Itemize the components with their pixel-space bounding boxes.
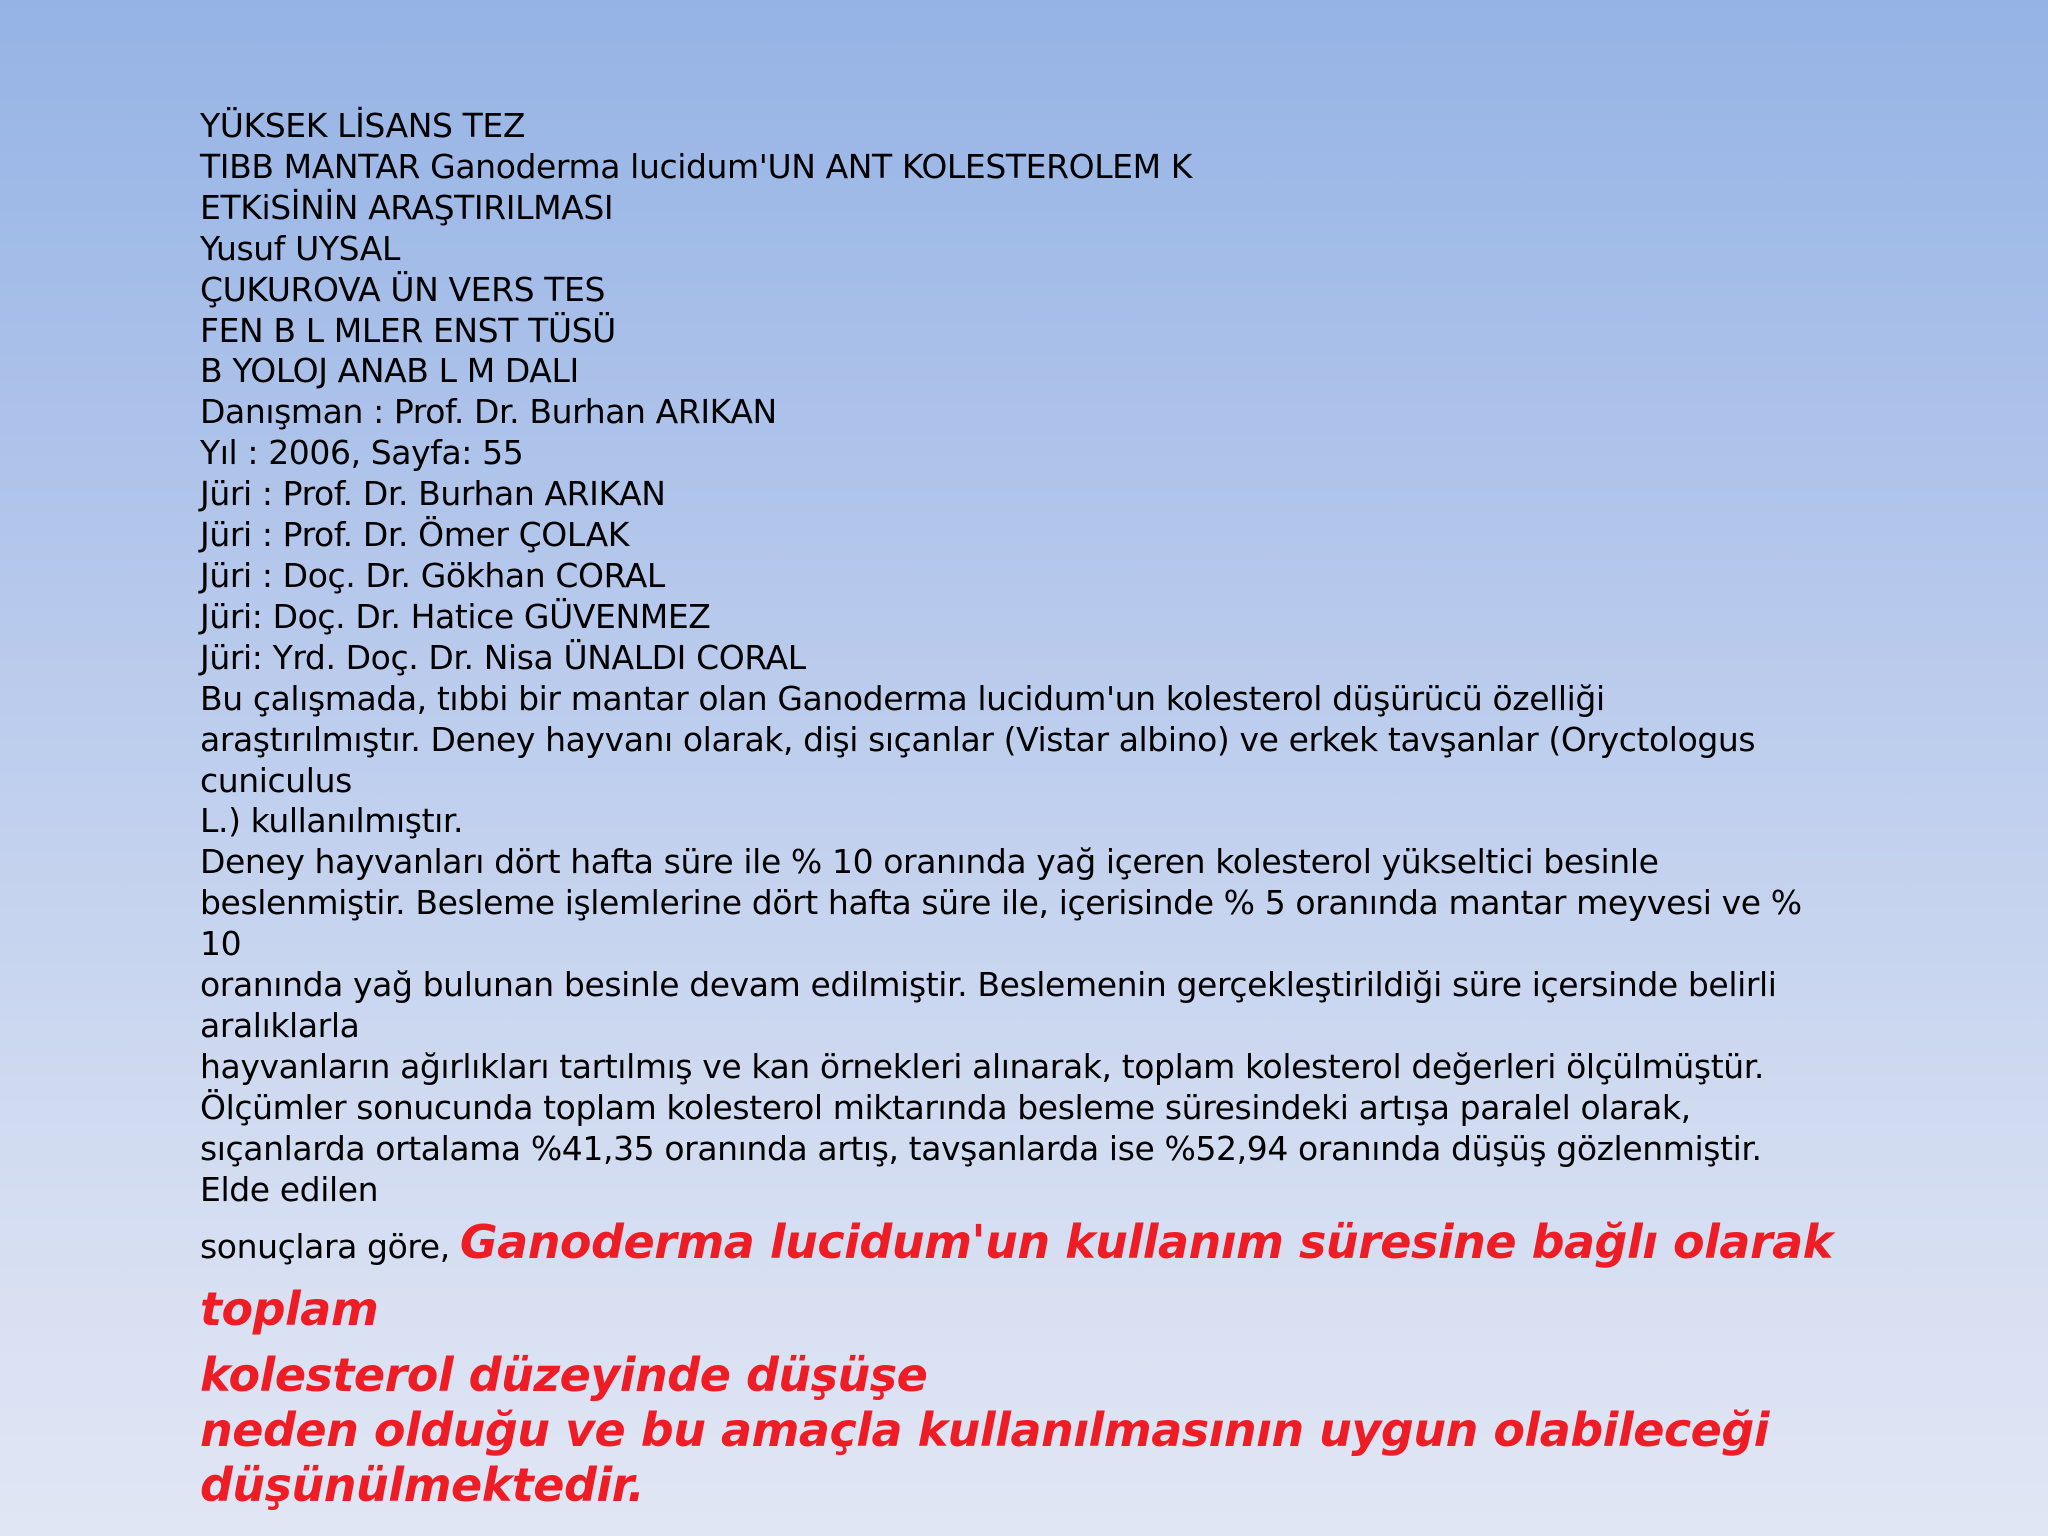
abstract-line: aralıklarla [200, 1005, 360, 1045]
department-line: B YOLOJ ANAB L M DALI [200, 351, 579, 391]
conclusion-emphasis-line: neden olduğu ve bu amaçla kullanılmasının uygun olabileceği [200, 1403, 1770, 1458]
university-line: ÇUKUROVA ÜN VERS TES [200, 269, 606, 309]
conclusion-emphasis-line: düşünülmektedir. [200, 1458, 645, 1513]
conclusion [200, 1214, 1960, 1513]
advisor-line: Danışman : Prof. Dr. Burhan ARIKAN [200, 392, 777, 432]
abstract-line: beslenmiştir. Besleme işlemlerine dört hafta süre ile, içerisinde % 5 oranında mantar meyvesi ve % [200, 883, 1802, 923]
jury-line: Jüri: Yrd. Doç. Dr. Nisa ÜNALDI CORAL [200, 637, 806, 677]
jury-line: Jüri : Prof. Dr. Ömer ÇOLAK [200, 515, 630, 555]
thesis-header [200, 106, 1960, 679]
abstract-body [200, 679, 1960, 1211]
abstract-line: cuniculus [200, 760, 352, 800]
jury-line: Jüri: Doç. Dr. Hatice GÜVENMEZ [200, 596, 711, 636]
year-pages-line: Yıl : 2006, Sayfa: 55 [200, 433, 524, 473]
abstract-line: L.) kullanılmıştır. [200, 801, 464, 841]
institute-line: FEN B L MLER ENST TÜSÜ [200, 310, 616, 350]
conclusion-prefix: sonuçlara göre, [200, 1227, 460, 1267]
conclusion-first-line [200, 1214, 1960, 1348]
author-line: Yusuf UYSAL [200, 228, 400, 268]
abstract-line: Elde edilen [200, 1169, 379, 1209]
conclusion-emphasis-line: kolesterol düzeyinde düşüşe [200, 1348, 928, 1403]
conclusion-emphasis: Ganoderma lucidum'un kullanım süresine bağlı olarak toplam [200, 1215, 1833, 1337]
slide-content [200, 106, 1960, 1513]
header-line: TIBB MANTAR Ganoderma lucidum'UN ANT KOLESTEROLEM K [200, 146, 1193, 186]
abstract-line: 10 [200, 924, 242, 964]
jury-line: Jüri : Prof. Dr. Burhan ARIKAN [200, 474, 666, 514]
abstract-line: sıçanlarda ortalama %41,35 oranında artış, tavşanlarda ise %52,94 oranında düşüş gözlenmiştir. [200, 1128, 1762, 1168]
abstract-line: Deney hayvanları dört hafta süre ile % 10 oranında yağ içeren kolesterol yükseltici besinle [200, 842, 1659, 882]
abstract-line: Bu çalışmada, tıbbi bir mantar olan Ganoderma lucidum'un kolesterol düşürücü özelliği [200, 678, 1605, 718]
header-line: ETKiSİNİN ARAŞTIRILMASI [200, 187, 614, 227]
jury-line: Jüri : Doç. Dr. Gökhan CORAL [200, 555, 665, 595]
abstract-line: hayvanların ağırlıkları tartılmış ve kan örnekleri alınarak, toplam kolesterol değerleri ölçülmüştür. [200, 1046, 1764, 1086]
abstract-line: Ölçümler sonucunda toplam kolesterol miktarında besleme süresindeki artışa paralel olarak, [200, 1087, 1691, 1127]
abstract-line: oranında yağ bulunan besinle devam edilmiştir. Beslemenin gerçekleştirildiği süre içersinde belirli [200, 965, 1777, 1005]
abstract-line: araştırılmıştır. Deney hayvanı olarak, dişi sıçanlar (Vistar albino) ve erkek tavşanlar (Oryctologus [200, 719, 1756, 759]
header-line: YÜKSEK LİSANS TEZ [200, 106, 526, 145]
